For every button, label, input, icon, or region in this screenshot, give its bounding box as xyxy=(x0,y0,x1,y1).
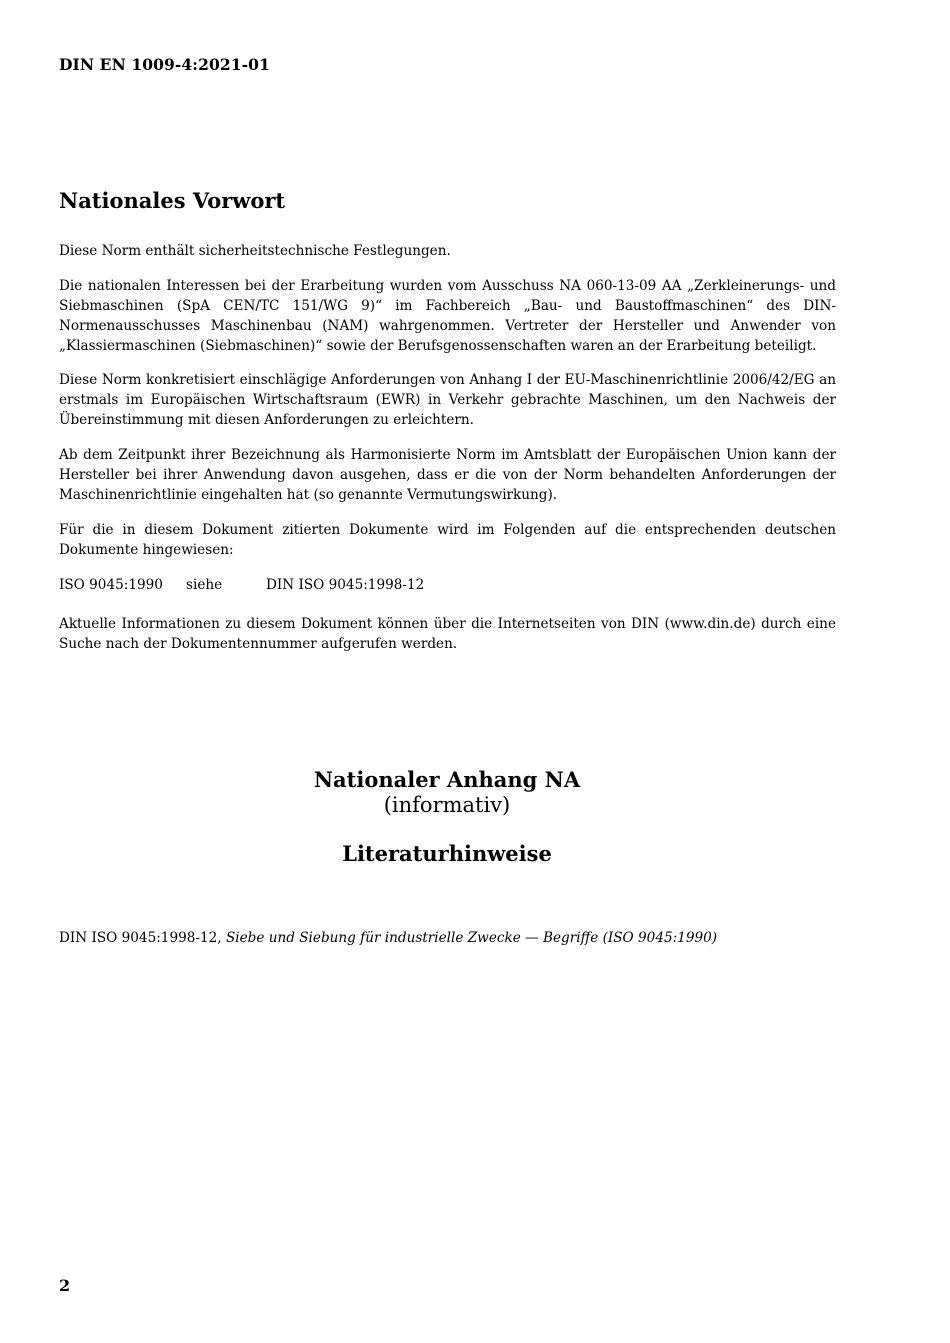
foreword-closing-paragraph: Aktuelle Informationen zu diesem Dokument können über die Internetseiten von DIN (www.din.de) durch eine Suche nach der Dokumentennummer aufgerufen werden. xyxy=(59,616,836,652)
reference-connector: siehe xyxy=(186,577,223,593)
reference-source: ISO 9045:1990 xyxy=(59,577,163,593)
foreword-paragraph-1: Diese Norm enthält sicherheitstechnische Festlegungen. xyxy=(59,243,451,259)
document-id-header: DIN EN 1009-4:2021-01 xyxy=(59,55,270,74)
page-number: 2 xyxy=(59,1276,71,1295)
bibliography-title: Literaturhinweise xyxy=(342,841,552,866)
foreword-paragraph-5: Für die in diesem Dokument zitierten Dokumente wird im Folgenden auf die entsprechenden deutschen Dokumente hingewiesen: xyxy=(59,522,836,558)
reference-mapping-row xyxy=(59,575,424,595)
foreword-title: Nationales Vorwort xyxy=(59,188,286,213)
annex-title: Nationaler Anhang NA xyxy=(313,767,581,792)
bibliography-entry-title: Siebe und Siebung für industrielle Zwecke — Begriffe (ISO 9045:1990) xyxy=(225,930,718,946)
bibliography-entry-ref: DIN ISO 9045:1998-12, xyxy=(59,930,226,946)
bibliography-entry xyxy=(59,928,717,948)
foreword-paragraph-4: Ab dem Zeitpunkt ihrer Bezeichnung als Harmonisierte Norm im Amtsblatt der Europäischen Union kann der Hersteller bei ihrer Anwendung davon ausgehen, dass er die von der Norm behandelten Anforderungen der Maschinenrichtlinie eingehalten hat (so genannte Vermutungswirkung). xyxy=(59,447,836,503)
reference-target: DIN ISO 9045:1998-12 xyxy=(266,577,425,593)
foreword-paragraph-2: Die nationalen Interessen bei der Erarbeitung wurden vom Ausschuss NA 060-13-09 AA „Zerkleinerungs- und Siebmaschinen (SpA CEN/TC 151/WG 9)“ im Fachbereich „Bau- und Baustoffmaschinen“ des DIN-Normenausschusses Maschinenbau (NAM) wahrgenommen. Vertreter der Hersteller und Anwender von „Klassiermaschinen (Siebmaschinen)“ sowie der Berufsgenossenschaften waren an der Erarbeitung beteiligt. xyxy=(59,278,836,354)
foreword-paragraph-3: Diese Norm konkretisiert einschlägige Anforderungen von Anhang I der EU-Maschinenrichtlinie 2006/42/EG an erstmals im Europäischen Wirtschaftsraum (EWR) in Verkehr gebrachte Maschinen, um den Nachweis der Übereinstimmung mit diesen Anforderungen zu erleichtern. xyxy=(59,372,836,428)
annex-subtitle: (informativ) xyxy=(383,793,511,817)
